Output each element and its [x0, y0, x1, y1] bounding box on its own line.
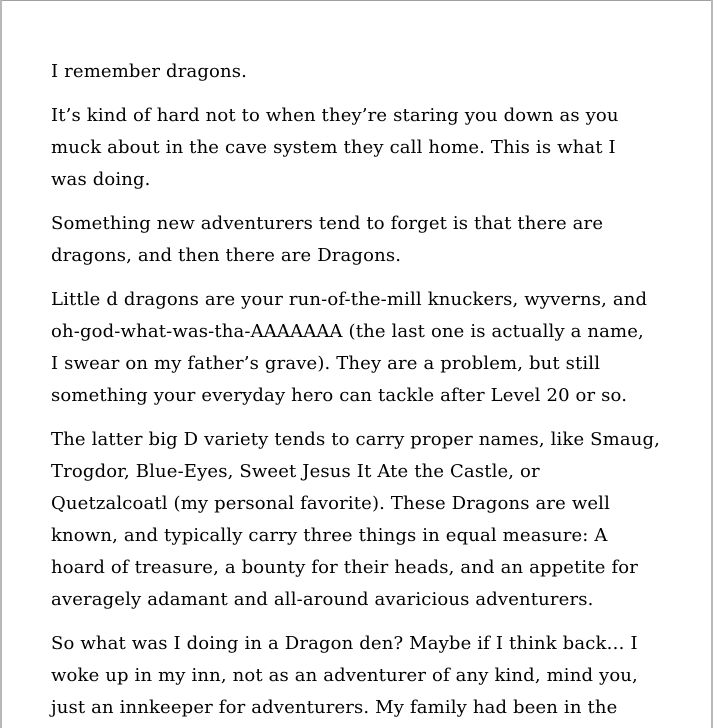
text-line: known, and typically carry three things in equal measure: A — [51, 525, 608, 546]
text-line: So what was I doing in a Dragon den? Maybe if I think back… I — [51, 633, 638, 654]
text-line: hoard of treasure, a bounty for their heads, and an appetite for — [51, 557, 639, 578]
text-line: was doing. — [51, 169, 151, 190]
text-line: oh-god-what-was-tha-AAAAAAA (the last one is actually a name, — [51, 321, 644, 342]
page-top-edge — [0, 0, 713, 1]
paragraph-6 — [51, 628, 677, 724]
paragraph-3 — [51, 208, 677, 272]
text-line: averagely adamant and all-around avaricious adventurers. — [51, 589, 594, 610]
text-line: woke up in my inn, not as an adventurer of any kind, mind you, — [51, 665, 638, 686]
document-body — [51, 56, 677, 728]
paragraph-4 — [51, 284, 677, 412]
text-line: I remember dragons. — [51, 61, 247, 82]
text-line: It’s kind of hard not to when they’re staring you down as you — [51, 105, 619, 126]
text-line: I swear on my father’s grave). They are a problem, but still — [51, 353, 601, 374]
paragraph-1 — [51, 56, 677, 88]
text-line: Something new adventurers tend to forget is that there are — [51, 213, 604, 234]
text-line: muck about in the cave system they call home. This is what I — [51, 137, 616, 158]
text-line: dragons, and then there are Dragons. — [51, 245, 402, 266]
text-line: Trogdor, Blue-Eyes, Sweet Jesus It Ate the Castle, or — [51, 461, 540, 482]
text-line: The latter big D variety tends to carry proper names, like Smaug, — [51, 429, 660, 450]
page-left-edge — [0, 0, 2, 728]
text-line: Little d dragons are your run-of-the-mill knuckers, wyverns, and — [51, 289, 648, 310]
paragraph-2 — [51, 100, 677, 196]
paragraph-5 — [51, 424, 677, 616]
text-line: Quetzalcoatl (my personal favorite). These Dragons are well — [51, 493, 610, 514]
text-line: something your everyday hero can tackle after Level 20 or so. — [51, 385, 628, 406]
text-line: just an innkeeper for adventurers. My family had been in the — [51, 697, 618, 718]
